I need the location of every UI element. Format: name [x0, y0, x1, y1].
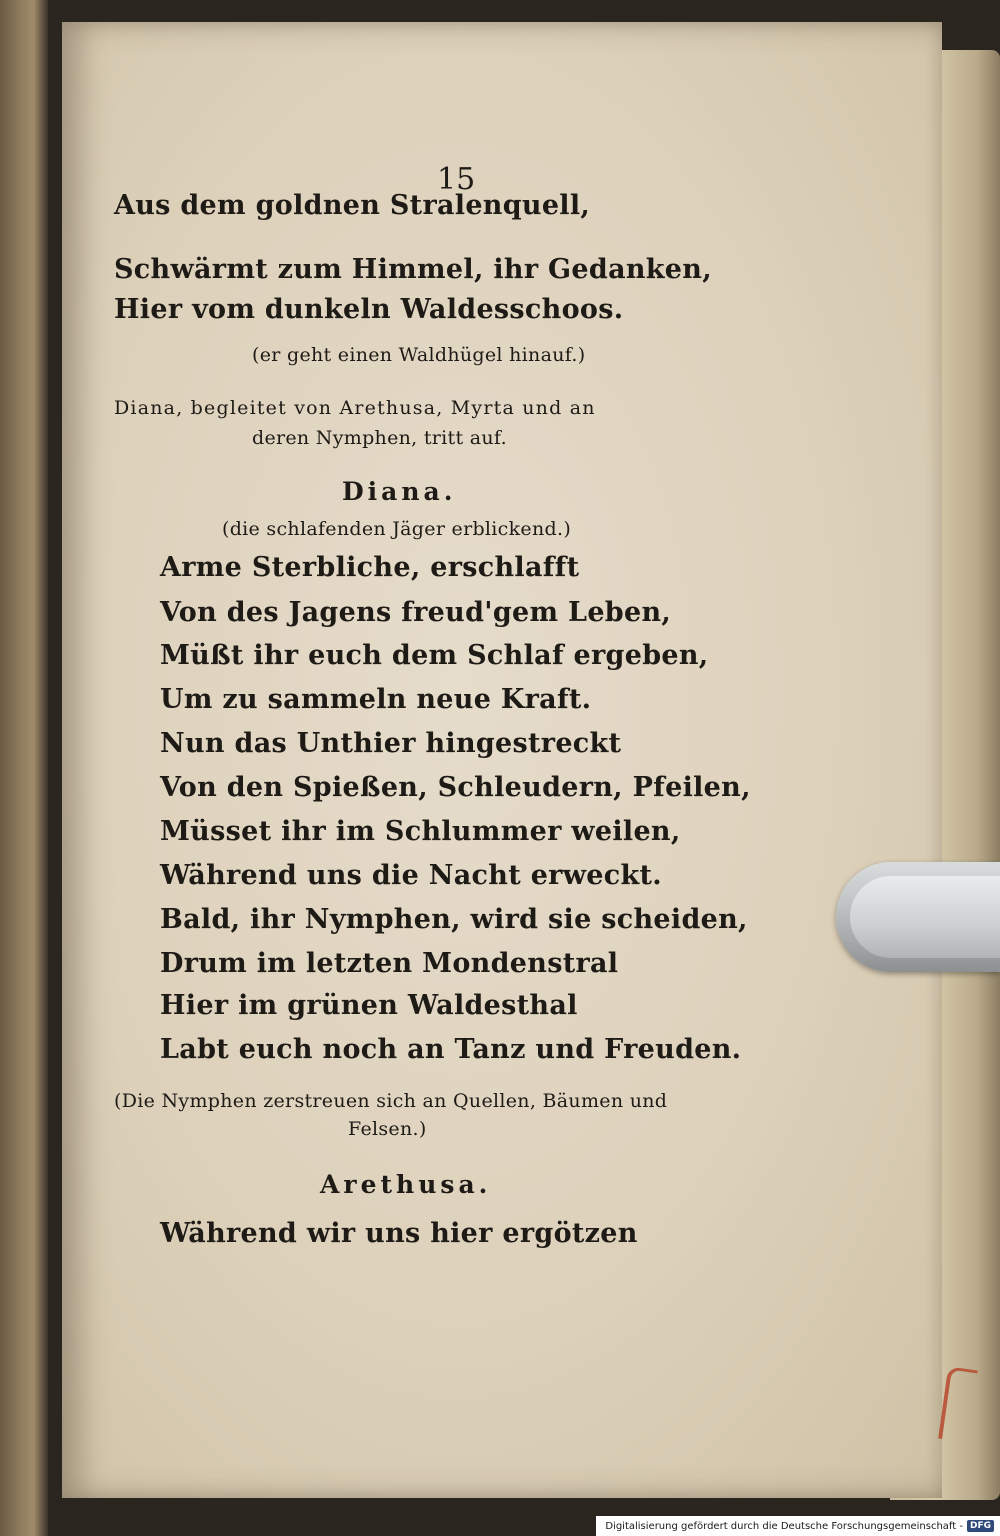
stage-direction: Felsen.) [348, 1118, 427, 1140]
entrance-direction: deren Nymphen, tritt auf. [252, 427, 507, 449]
dfg-logo: DFG [967, 1520, 994, 1532]
footer-bar [596, 1516, 1000, 1536]
verse-line: Labt euch noch an Tanz und Freuden. [160, 1034, 742, 1065]
verse-line: Um zu sammeln neue Kraft. [160, 684, 592, 715]
verse-line: Hier vom dunkeln Waldesschoos. [114, 294, 624, 325]
verse-line: Von des Jagens freud'gem Leben, [160, 597, 672, 628]
verse-line: Drum im letzten Mondenstral [160, 948, 619, 979]
funding-note: Digitalisierung gefördert durch die Deutsche Forschungsgemeinschaft - [605, 1520, 963, 1532]
page-number: 15 [437, 162, 476, 197]
book-page [62, 22, 942, 1498]
stage-direction: (die schlafenden Jäger erblickend.) [222, 518, 572, 540]
stage-direction: (er geht einen Waldhügel hinauf.) [252, 344, 586, 366]
speaker-name: Diana. [342, 477, 457, 506]
verse-line: Schwärmt zum Himmel, ihr Gedanken, [114, 254, 712, 285]
verse-line: Müsset ihr im Schlummer weilen, [160, 816, 681, 847]
stage-direction: (Die Nymphen zerstreuen sich an Quellen, Bäumen und [114, 1090, 668, 1112]
verse-line: Hier im grünen Waldesthal [160, 990, 578, 1021]
verse-line: Aus dem goldnen Stralenquell, [114, 190, 591, 221]
verse-line: Nun das Unthier hingestreckt [160, 728, 622, 759]
verse-line: Von den Spießen, Schleudern, Pfeilen, [160, 772, 751, 803]
page-clip-highlight [850, 876, 1000, 958]
verse-line: Während uns die Nacht erweckt. [160, 860, 662, 891]
verse-line: Während wir uns hier ergötzen [160, 1218, 638, 1249]
verse-line: Bald, ihr Nymphen, wird sie scheiden, [160, 904, 748, 935]
speaker-name: Arethusa. [320, 1170, 492, 1199]
previous-page-edge [0, 0, 48, 1536]
verse-line: Müßt ihr euch dem Schlaf ergeben, [160, 640, 709, 671]
verse-line: Arme Sterbliche, erschlafft [160, 552, 580, 583]
entrance-direction: Diana, begleitet von Arethusa, Myrta und an [114, 397, 596, 419]
